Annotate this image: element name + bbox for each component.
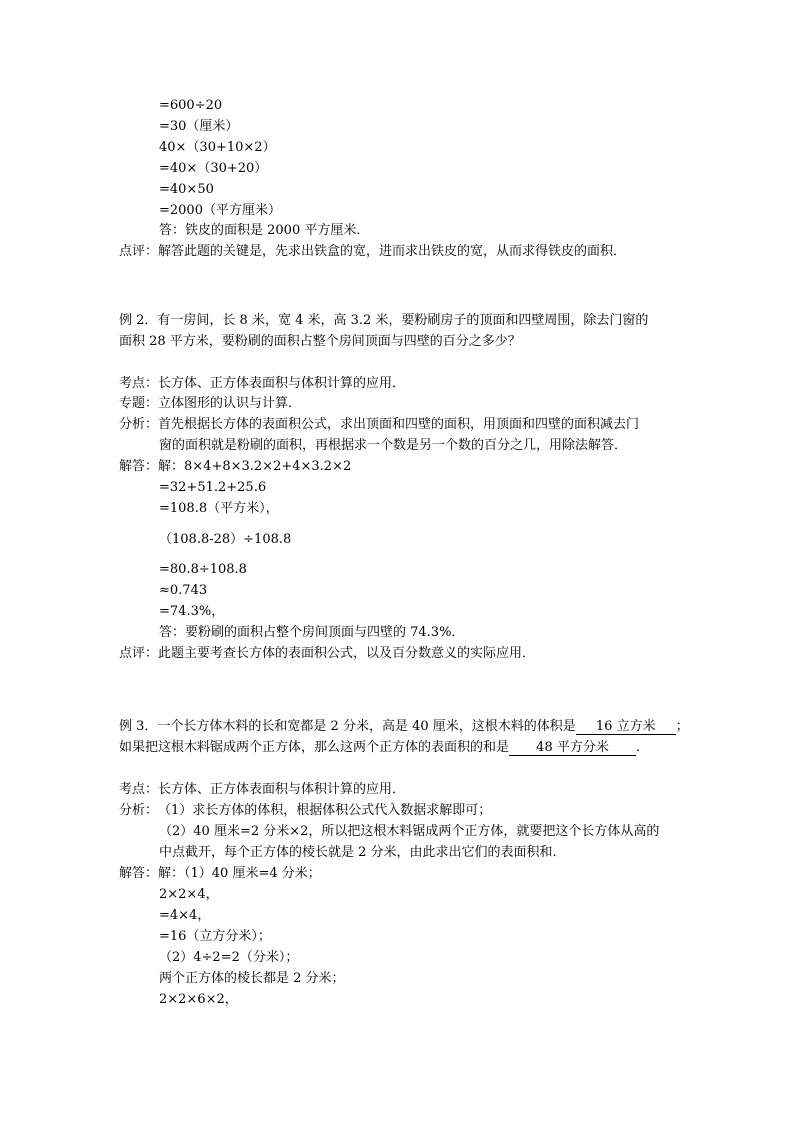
kaodian-label: 考点： [119, 782, 159, 797]
fenxi-line [119, 803, 491, 819]
comment-label: 点评： [119, 646, 159, 661]
calc-line: =16（立方分米）； [159, 929, 271, 944]
fenxi-text: 首先根据长方体的表面积公式，求出顶面和四壁的面积，用顶面和四壁的面积减去门 [158, 417, 640, 432]
kaodian-line [119, 376, 405, 392]
fenxi-line: 窗的面积就是粉刷的面积，再根据求一个数是另一个数的百分之几，用除法解答． [159, 438, 628, 453]
example3-question-line2 [119, 740, 649, 756]
calc-line: 2×2×4， [159, 887, 219, 902]
jieda-label: 解答： [119, 866, 159, 881]
calc-line: =108.8（平方米）， [159, 501, 279, 516]
calc-line: （108.8-28）÷108.8 [159, 532, 292, 547]
kaodian-line [119, 782, 405, 798]
calc-line: =74.3%， [159, 604, 225, 619]
kaodian-text: 长方体、正方体表面积与体积计算的应用． [158, 376, 406, 391]
example2-question-line2: 面积 28 平方米，要粉刷的面积占整个房间顶面与四壁的百分之多少？ [119, 334, 521, 349]
calc-line: =32+51.2+25.6 [159, 480, 267, 495]
zhuanti-label: 专题： [119, 396, 159, 411]
fenxi-line: 中点截开，每个正方体的棱长就是 2 分米，由此求出它们的表面积和． [159, 845, 566, 860]
fenxi-line: （2）40 厘米=2 分米×2，所以把这根木料锯成两个正方体，就要把这个长方体从高的 [159, 824, 660, 839]
jieda-first: 解：（1）40 厘米=4 分米； [158, 866, 321, 881]
kaodian-label: 考点： [119, 376, 159, 391]
jieda-label: 解答： [119, 459, 159, 474]
question-text: 例 3．一个长方体木料的长和宽都是 2 分米，高是 40 厘米，这根木料的体积是 [119, 719, 576, 734]
calc-line: =80.8÷108.8 [159, 562, 247, 577]
comment-text: 解答此题的关键是，先求出铁盒的宽，进而求出铁皮的宽，从而求得铁皮的面积． [158, 244, 627, 259]
calc-line: =600÷20 [159, 98, 223, 113]
calc-line: =40×（30+20） [159, 161, 268, 176]
zhuanti-line [119, 396, 301, 412]
calc-line: （2）4÷2=2（分米）； [159, 950, 299, 965]
question-text: ； [675, 719, 689, 734]
fenxi-label: 分析： [119, 803, 159, 818]
example2-question-line1: 例 2．有一房间，长 8 米，宽 4 米，高 3.2 米，要粉刷房子的顶面和四壁周围，除去门窗的 [119, 313, 649, 328]
answer-line: 答：要粉刷的面积占整个房间顶面与四壁的 74.3%． [159, 625, 465, 640]
calc-line: 40×（30+10×2） [159, 140, 276, 155]
comment-text: 此题主要考查长方体的表面积公式，以及百分数意义的实际应用． [158, 646, 536, 661]
calc-line: 两个正方体的棱长都是 2 分米； [159, 971, 345, 986]
kaodian-text: 长方体、正方体表面积与体积计算的应用． [158, 782, 406, 797]
calc-line: ≈0.743 [159, 583, 208, 598]
calc-line: =4×4， [159, 908, 211, 923]
answer-line: 答：铁皮的面积是 2000 平方厘米． [159, 223, 370, 238]
fenxi-line [119, 417, 639, 433]
fenxi-text: （1）求长方体的体积，根据体积公式代入数据求解即可； [158, 803, 492, 818]
example3-question-line1 [119, 719, 689, 735]
jieda-first: 解：8×4+8×3.2×2+4×3.2×2 [158, 459, 352, 474]
calc-line: =30（厘米） [159, 119, 239, 134]
fenxi-label: 分析： [119, 417, 159, 432]
jieda-line [119, 459, 351, 475]
comment-line [119, 244, 626, 260]
question-text: ． [636, 740, 650, 755]
question-text: 如果把这根木料锯成两个正方体，那么这两个正方体的表面积的和是 [119, 740, 510, 755]
jieda-line [119, 866, 321, 882]
comment-label: 点评： [119, 244, 159, 259]
zhuanti-text: 立体图形的认识与计算． [158, 396, 302, 411]
calc-line: 2×2×6×2， [159, 992, 238, 1007]
calc-line: =40×50 [159, 182, 214, 197]
calc-line: =2000（平方厘米） [159, 203, 281, 218]
answer-blank-volume: 16 立方米 [576, 719, 676, 735]
answer-blank-area: 48 平方分米 [509, 740, 636, 756]
comment-line [119, 646, 535, 662]
